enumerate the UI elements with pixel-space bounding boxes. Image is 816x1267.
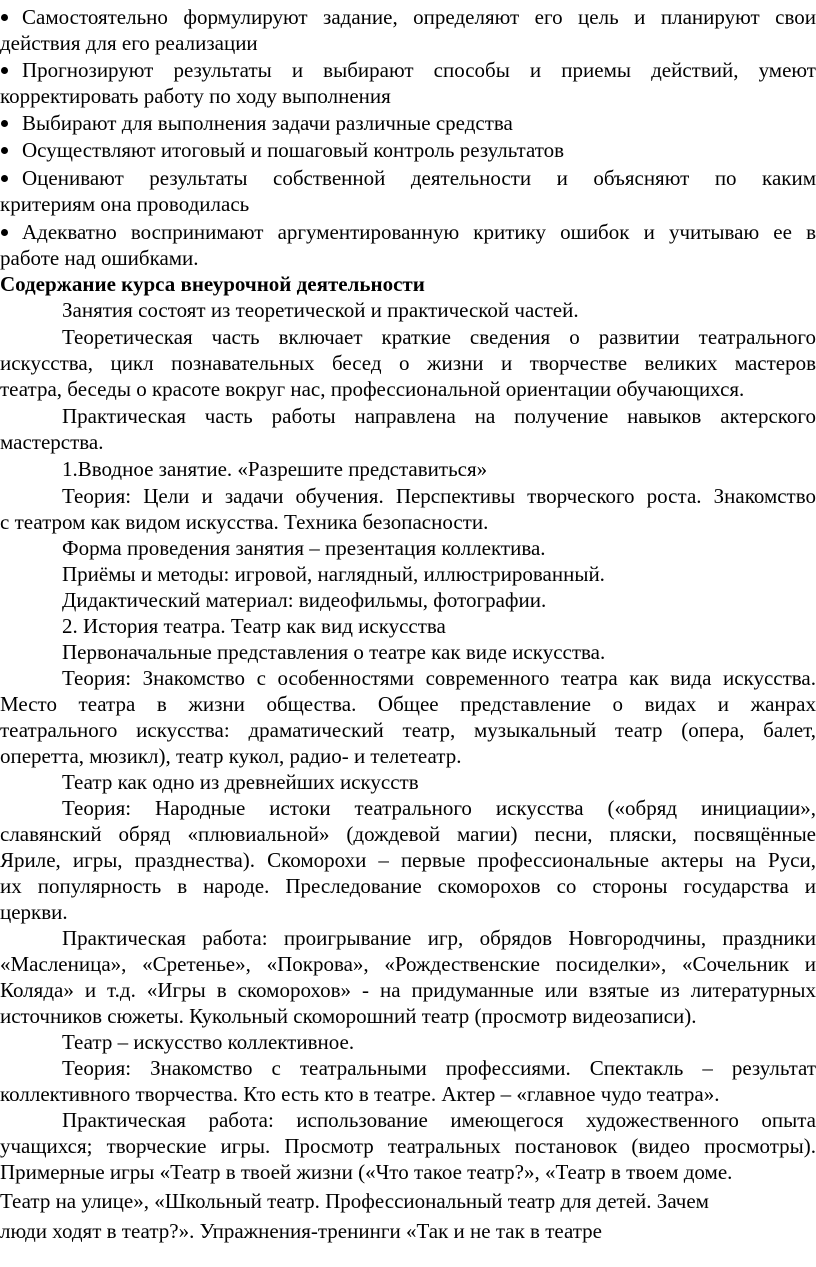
paragraph-line: Приёмы и методы: игровой, наглядный, иллюстрированный. [62, 562, 605, 586]
paragraph-line: Яриле, игры, празднества). Скоморохи – первые профессиональные актеры на Руси, [0, 848, 816, 872]
paragraph-line: Театр как одно из древнейших искусств [62, 770, 419, 794]
bullet-icon [1, 229, 8, 236]
bullet-continuation: корректировать работу по ходу выполнения [0, 84, 391, 108]
bullet-item: Осуществляют итоговый и пошаговый контроль результатов [0, 135, 816, 165]
paragraph-line: церкви. [0, 900, 68, 924]
bullet-item: Самостоятельно формулируют задание, определяют его цель и планируют свои [0, 2, 816, 32]
paragraph-line: Место театра в жизни общества. Общее представление о видах и жанрах [0, 692, 816, 716]
bullet-item: Оценивают результаты собственной деятельности и объясняют по каким [0, 163, 816, 193]
bullet-icon [1, 67, 8, 74]
bullet-icon [1, 175, 8, 182]
paragraph-line: Форма проведения занятия – презентация коллектива. [62, 536, 546, 560]
paragraph-line: Теория: Народные истоки театрального искусства («обряд инициации», [62, 796, 816, 820]
paragraph-line: Практическая работа: проигрывание игр, обрядов Новгородчины, праздники [62, 926, 816, 950]
bullet-icon [1, 120, 8, 127]
paragraph-line: коллективного творчества. Кто есть кто в театре. Актер – «главное чудо театра». [0, 1082, 720, 1106]
paragraph-line: искусства, цикл познавательных бесед о жизни и творчестве великих мастеров [0, 351, 816, 375]
bullet-icon [1, 14, 8, 21]
bullet-continuation: работе над ошибками. [0, 246, 199, 270]
paragraph-line: оперетта, мюзикл), театр кукол, радио- и телетеатр. [0, 744, 462, 768]
paragraph-line: Коляда» и т.д. «Игры в скоморохов» - на придуманные или взятые из литературных [0, 978, 816, 1002]
paragraph-line: славянский обряд «плювиальной» (дождевой магии) песни, пляски, посвящённые [0, 822, 816, 846]
paragraph-line: театра, беседы о красоте вокруг нас, профессиональной ориентации обучающихся. [0, 377, 745, 401]
paragraph-line: 2. История театра. Театр как вид искусства [62, 614, 446, 638]
paragraph-line: Дидактический материал: видеофильмы, фотографии. [62, 588, 547, 612]
paragraph-line: «Масленица», «Сретенье», «Покрова», «Рождественские посиделки», «Сочельник и [0, 952, 816, 976]
paragraph-line: их популярность в народе. Преследование скоморохов со стороны государства и [0, 874, 816, 898]
paragraph-line: Примерные игры «Театр в твоей жизни («Что такое театр?», «Театр в твоем доме. [0, 1160, 733, 1184]
paragraph-line: с театром как видом искусства. Техника безопасности. [0, 510, 489, 534]
paragraph-line: 1.Вводное занятие. «Разрешите представиться» [62, 457, 488, 481]
paragraph-line: учащихся; творческие игры. Просмотр театральных постановок (видео просмотры). [0, 1134, 816, 1158]
section-heading: Содержание курса внеурочной деятельности [0, 272, 425, 296]
paragraph-line: Занятия состоят из теоретической и практической частей. [62, 298, 579, 322]
paragraph-line: Теория: Знакомство с особенностями современного театра как вида искусства. [62, 666, 816, 690]
bullet-item: Прогнозируют результаты и выбирают способы и приемы действий, умеют [0, 55, 816, 85]
paragraph-line: театрального искусства: драматический театр, музыкальный театр (опера, балет, [0, 718, 816, 742]
paragraph-line: Теория: Цели и задачи обучения. Перспективы творческого роста. Знакомство [62, 484, 816, 508]
paragraph-line: Практическая работа: использование имеющегося художественного опыта [62, 1108, 816, 1132]
paragraph-line: источников сюжеты. Кукольный скоморошний театр (просмотр видеозаписи). [0, 1004, 697, 1028]
paragraph-line: люди ходят в театр?». Упражнения-тренинги «Так и не так в театре [0, 1219, 602, 1243]
paragraph-line: Теория: Знакомство с театральными профессиями. Спектакль – результат [62, 1056, 816, 1080]
bullet-item: Выбирают для выполнения задачи различные средства [0, 108, 816, 138]
paragraph-line: Практическая часть работы направлена на получение навыков актерского [62, 404, 816, 428]
bullet-continuation: критериям она проводилась [0, 192, 250, 216]
paragraph-line: Первоначальные представления о театре как виде искусства. [62, 640, 606, 664]
paragraph-line: мастерства. [0, 430, 104, 454]
paragraph-line: Театр на улице», «Школьный театр. Профессиональный театр для детей. Зачем [0, 1189, 709, 1213]
paragraph-line: Теоретическая часть включает краткие сведения о развитии театрального [62, 325, 816, 349]
bullet-icon [1, 147, 8, 154]
paragraph-line: Театр – искусство коллективное. [62, 1030, 355, 1054]
bullet-continuation: действия для его реализации [0, 31, 258, 55]
bullet-item: Адекватно воспринимают аргументированную критику ошибок и учитываю ее в [0, 217, 816, 247]
